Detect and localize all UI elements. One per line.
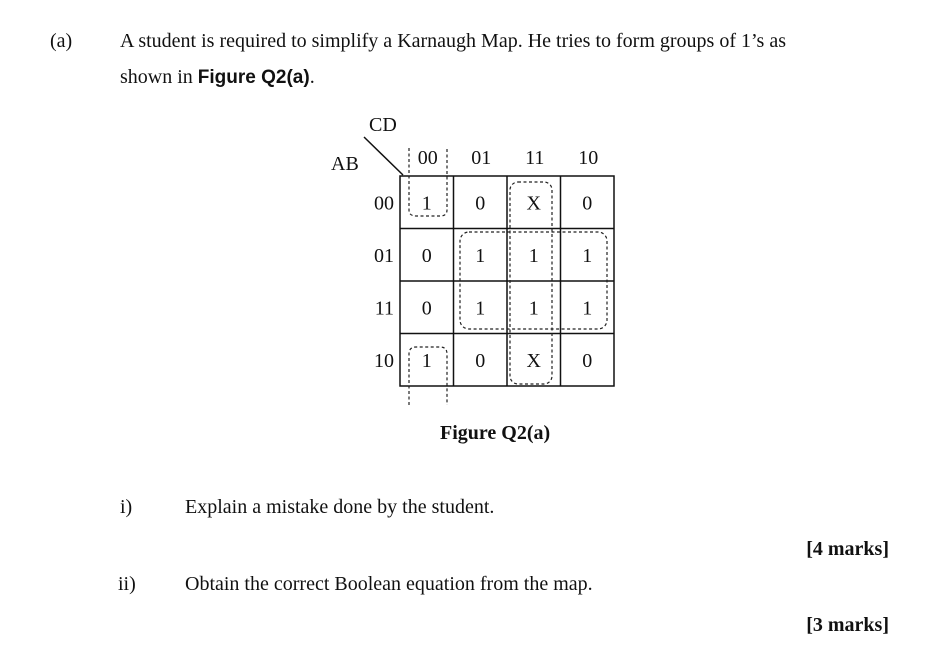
col-header: 11 [525,147,545,169]
figure-reference: Figure Q2(a) [197,67,310,88]
kmap-cell: 1 [475,297,486,320]
part-label: (a) [50,30,73,52]
question-line-1: A student is required to simplify a Karnaugh Map. He tries to form groups of 1’s as [120,30,786,52]
kmap-cell: 1 [421,192,432,215]
kmap-cell: 1 [528,244,539,267]
subq-2-text: Obtain the correct Boolean equation from the map. [185,573,593,595]
col-var-label: CD [369,114,397,136]
col-header: 00 [417,147,438,169]
figure-caption: Figure Q2(a) [440,422,551,444]
subq-1-text: Explain a mistake done by the student. [185,496,495,518]
grouping-loops [409,148,607,405]
row-header: 00 [374,192,394,215]
kmap-cell: 0 [582,192,593,215]
kmap-cell: 0 [421,244,432,267]
col-header: 01 [471,147,492,169]
kmap-grid [374,147,614,386]
kmap-cell: 0 [582,349,593,372]
kmap-cell: X [526,349,541,372]
kmap-cell: 0 [475,192,486,215]
kmap-cell: 1 [582,297,593,320]
kmap-cell: 1 [475,244,486,267]
kmap-cell: 0 [475,349,486,372]
subq-1-marks: [4 marks] [806,538,889,560]
row-var-label: AB [331,153,359,175]
row-header: 11 [374,297,394,320]
kmap-cell: 0 [421,297,432,320]
kmap-cell: X [526,192,541,215]
question-line-2-prefix: shown in [120,66,198,88]
subq-1-label: i) [120,496,133,518]
kmap-diagonal [364,137,403,175]
kmap-cell: 1 [528,297,539,320]
row-header: 01 [374,244,394,267]
subq-2-label: ii) [118,573,136,595]
kmap-cell: 1 [582,244,593,267]
subq-2-marks: [3 marks] [806,614,889,636]
question-line-2-suffix: . [309,66,315,88]
row-header: 10 [374,349,394,372]
col-header: 10 [578,147,599,169]
kmap-cell: 1 [421,349,432,372]
